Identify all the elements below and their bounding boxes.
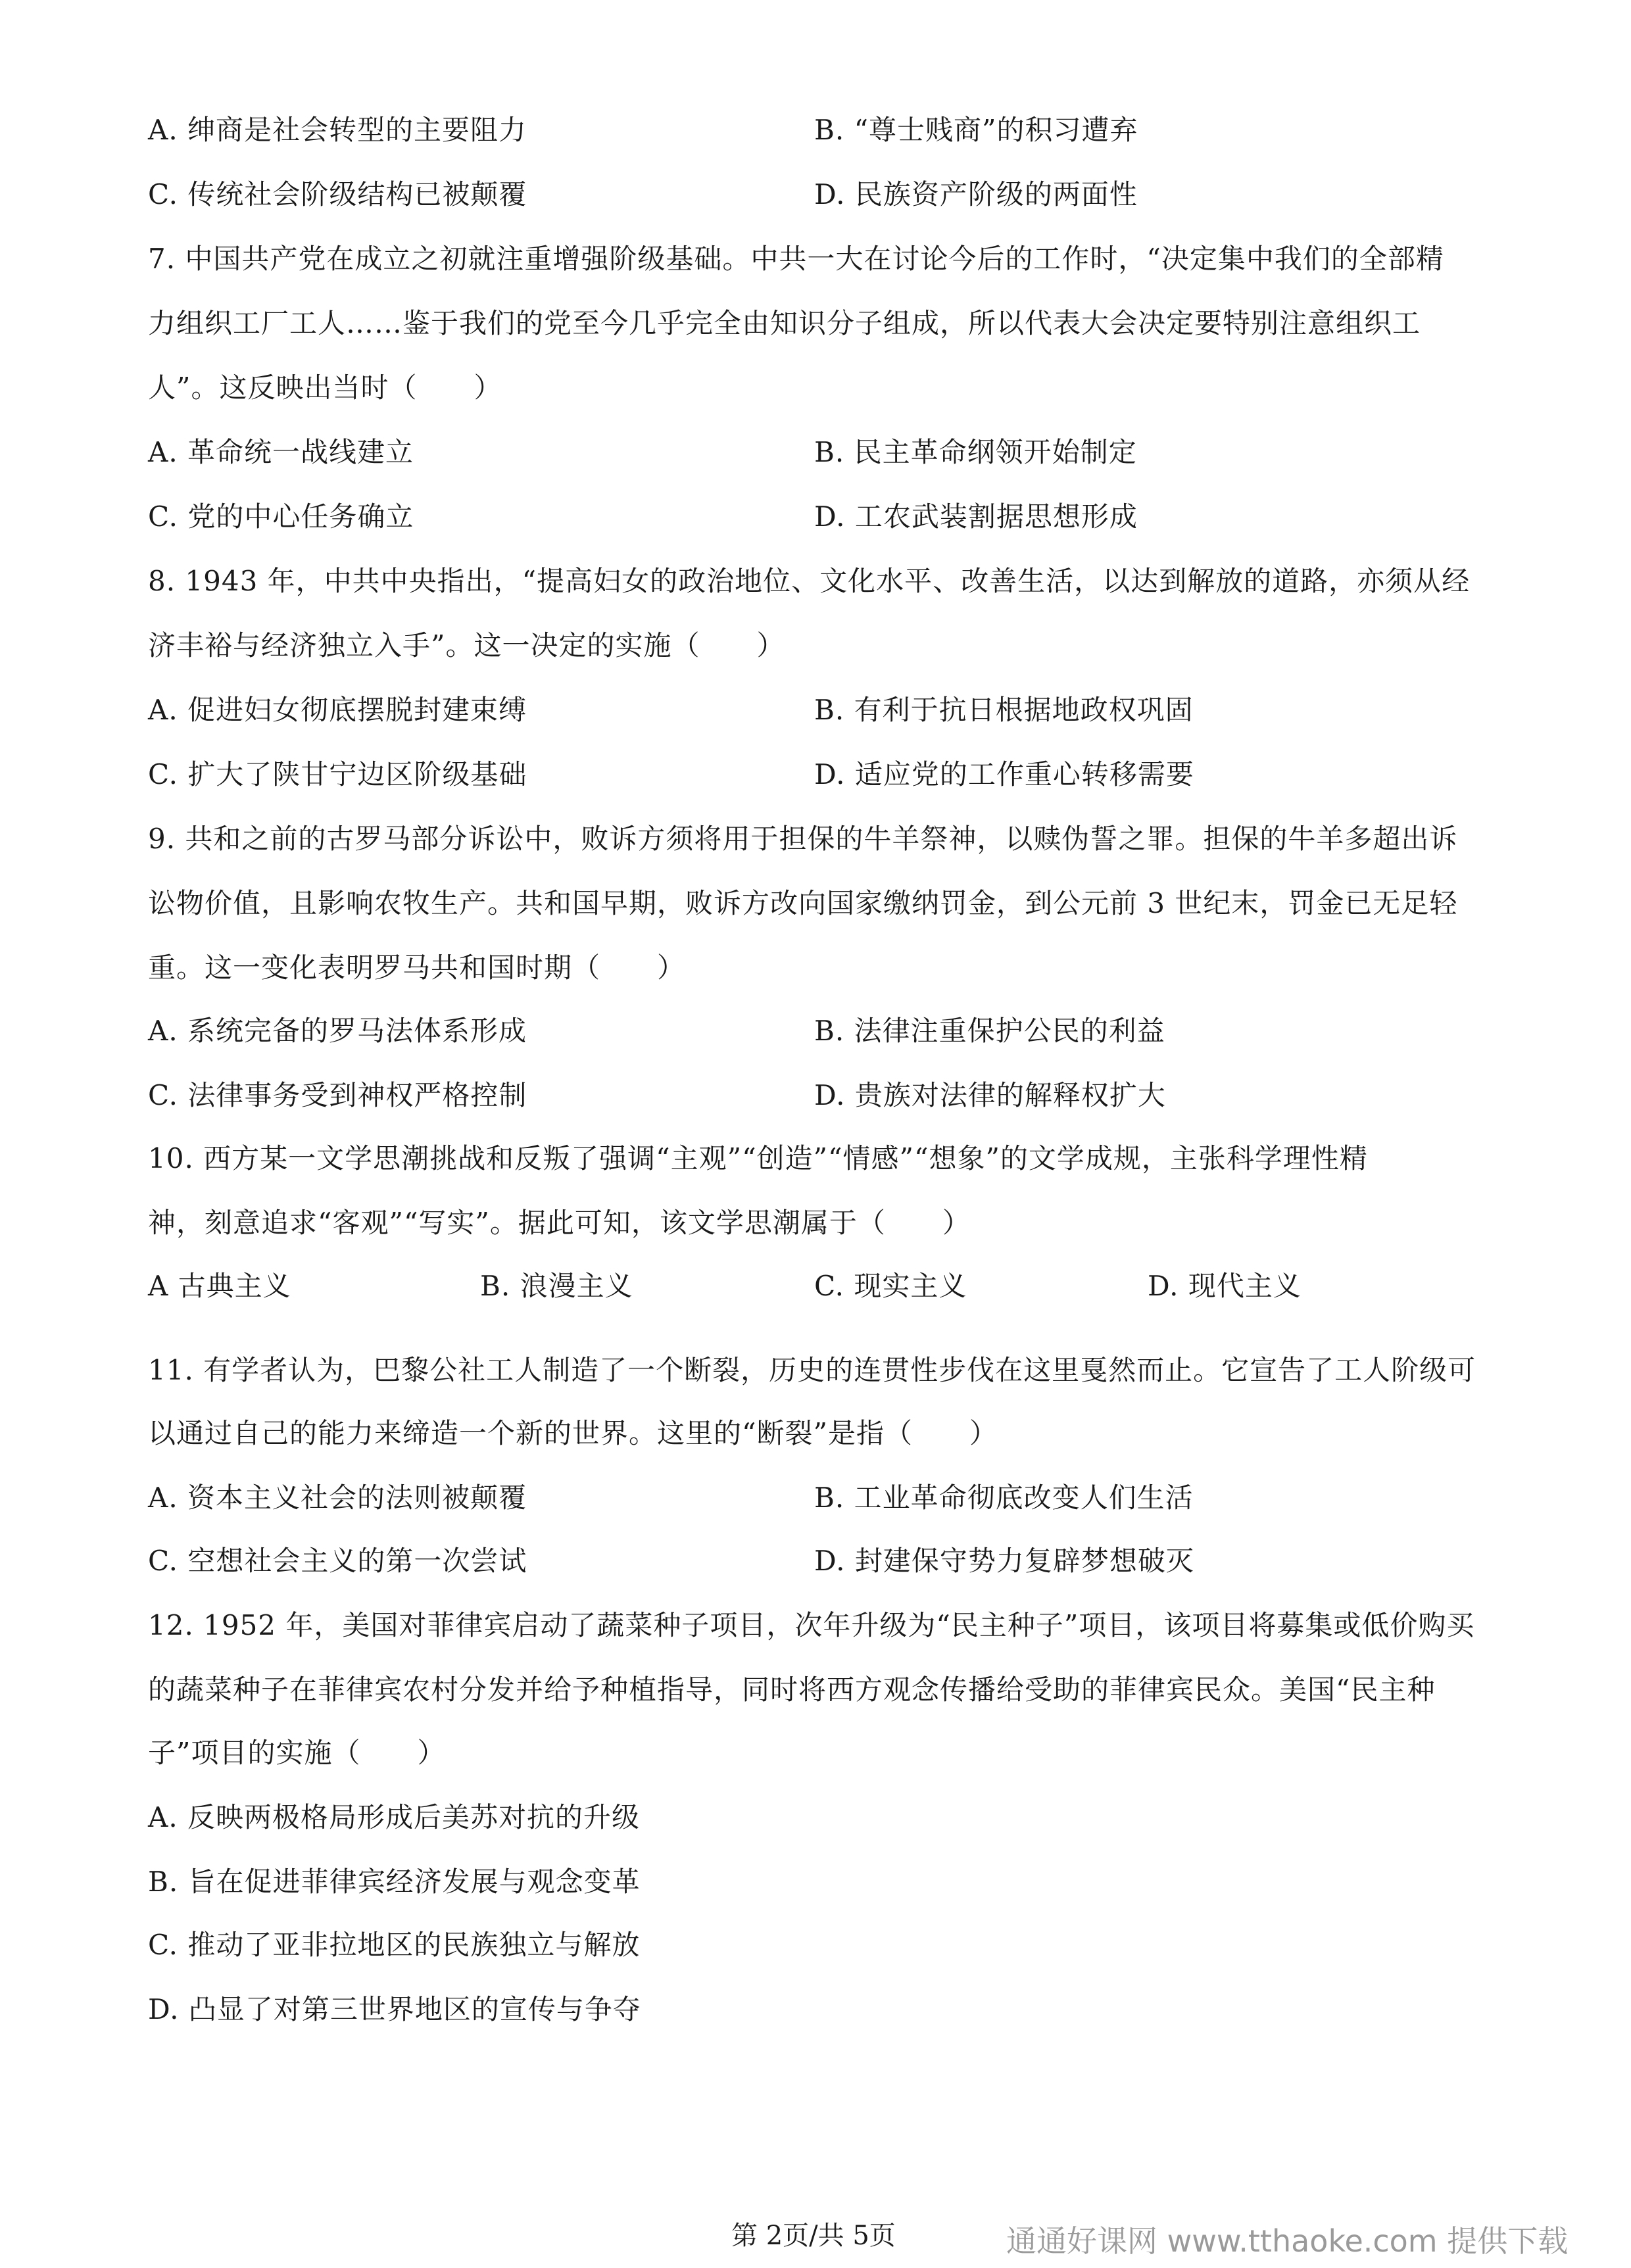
- q10-option-b: B. 浪漫主义: [480, 1270, 633, 1302]
- q10-stem-line: 10. 西方某一文学思潮挑战和反叛了强调“主观”“创造”“情感”“想象”的文学成规，主张科学理性精: [148, 1142, 1368, 1174]
- q7-stem-line: 人”。这反映出当时（ ）: [148, 372, 502, 404]
- q11-option-d: D. 封建保守势力复辟梦想破灭: [814, 1545, 1194, 1577]
- q11-option-b: B. 工业革命彻底改变人们生活: [814, 1482, 1194, 1514]
- q9-stem-line: 9. 共和之前的古罗马部分诉讼中，败诉方须将用于担保的牛羊祭神，以赎伪誓之罪。担保的牛羊多超出诉: [148, 823, 1458, 855]
- q12-option-c: C. 推动了亚非拉地区的民族独立与解放: [148, 1929, 641, 1961]
- q12-stem-line: 12. 1952 年，美国对菲律宾启动了蔬菜种子项目，次年升级为“民主种子”项目，该项目将募集或低价购买: [148, 1609, 1475, 1641]
- q7-option-b: B. 民主革命纲领开始制定: [814, 436, 1137, 468]
- q8-stem-line: 8. 1943 年，中共中央指出，“提高妇女的政治地位、文化水平、改善生活，以达到解放的道路，亦须从经: [148, 565, 1471, 597]
- q8-stem-line: 济丰裕与经济独立入手”。这一决定的实施（ ）: [148, 629, 785, 662]
- q6-option-d: D. 民族资产阶级的两面性: [814, 178, 1138, 210]
- q7-stem-line: 力组织工厂工人……鉴于我们的党至今几乎完全由知识分子组成，所以代表大会决定要特别注意组织工: [148, 307, 1421, 339]
- q9-stem-line: 重。这一变化表明罗马共和国时期（ ）: [148, 952, 686, 984]
- q12-stem-line: 的蔬菜种子在菲律宾农村分发并给予种植指导，同时将西方观念传播给受助的菲律宾民众。美国“民主种: [148, 1674, 1436, 1706]
- watermark-text: 通通好课网 www.tthaoke.com 提供下载: [1006, 2223, 1569, 2259]
- q8-option-c: C. 扩大了陕甘宁边区阶级基础: [148, 758, 527, 790]
- q9-option-d: D. 贵族对法律的解释权扩大: [814, 1079, 1166, 1111]
- q11-stem-line: 11. 有学者认为，巴黎公社工人制造了一个断裂，历史的连贯性步伐在这里戛然而止。它宣告了工人阶级可: [148, 1354, 1476, 1386]
- q10-stem-line: 神，刻意追求“客观”“写实”。据此可知，该文学思潮属于（ ）: [148, 1207, 971, 1239]
- q10-option-a: A 古典主义: [148, 1270, 291, 1302]
- q11-stem-line: 以通过自己的能力来缔造一个新的世界。这里的“断裂”是指（ ）: [148, 1417, 998, 1449]
- q10-option-d: D. 现代主义: [1148, 1270, 1302, 1302]
- q6-option-b: B. “尊士贱商”的积习遭弃: [814, 114, 1138, 146]
- q12-stem-line: 子”项目的实施（ ）: [148, 1737, 446, 1769]
- q6-option-a: A. 绅商是社会转型的主要阻力: [148, 114, 527, 146]
- q12-option-b: B. 旨在促进菲律宾经济发展与观念变革: [148, 1866, 641, 1898]
- q6-option-c: C. 传统社会阶级结构已被颠覆: [148, 178, 527, 210]
- q7-stem-line: 7. 中国共产党在成立之初就注重增强阶级基础。中共一大在讨论今后的工作时，“决定集中我们的全部精: [148, 243, 1444, 275]
- q12-option-a: A. 反映两极格局形成后美苏对抗的升级: [148, 1801, 641, 1833]
- q7-option-a: A. 革命统一战线建立: [148, 436, 414, 468]
- q8-option-b: B. 有利于抗日根据地政权巩固: [814, 694, 1194, 726]
- q7-option-c: C. 党的中心任务确立: [148, 500, 414, 533]
- q11-option-a: A. 资本主义社会的法则被颠覆: [148, 1482, 527, 1514]
- page-number: 第 2页/共 5页: [731, 2221, 896, 2251]
- q10-option-c: C. 现实主义: [814, 1270, 967, 1302]
- q9-option-a: A. 系统完备的罗马法体系形成: [148, 1015, 527, 1047]
- q9-option-b: B. 法律注重保护公民的利益: [814, 1015, 1165, 1047]
- q8-option-a: A. 促进妇女彻底摆脱封建束缚: [148, 694, 527, 726]
- q11-option-c: C. 空想社会主义的第一次尝试: [148, 1545, 527, 1577]
- q8-option-d: D. 适应党的工作重心转移需要: [814, 758, 1194, 790]
- q7-option-d: D. 工农武装割据思想形成: [814, 500, 1138, 533]
- q9-option-c: C. 法律事务受到神权严格控制: [148, 1079, 527, 1111]
- q9-stem-line: 讼物价值，且影响农牧生产。共和国早期，败诉方改向国家缴纳罚金，到公元前 3 世纪末，罚金已无足轻: [148, 887, 1458, 919]
- q12-option-d: D. 凸显了对第三世界地区的宣传与争夺: [148, 1993, 641, 2025]
